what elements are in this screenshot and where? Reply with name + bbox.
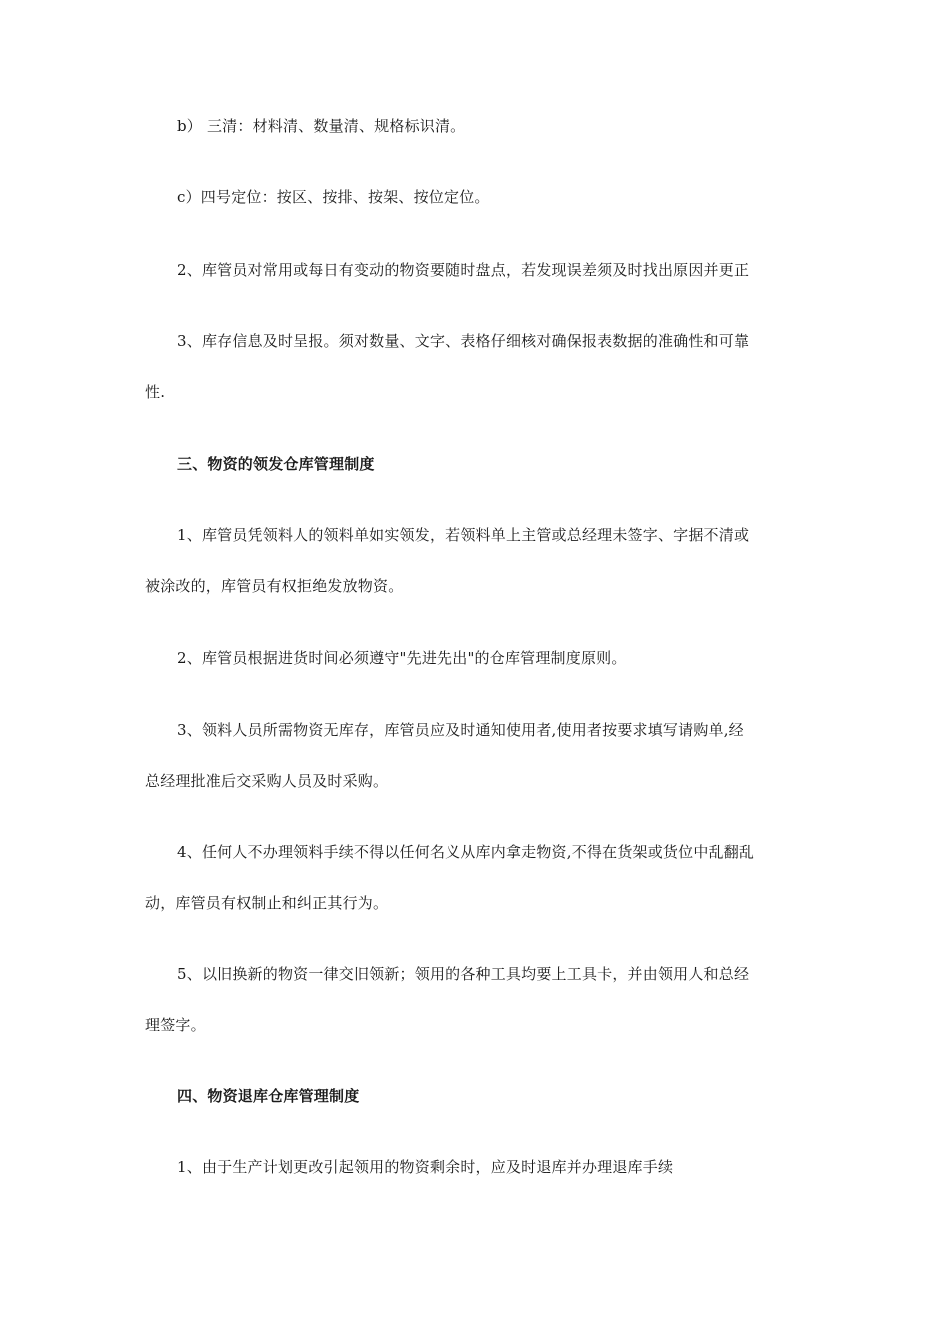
s3-paragraph-5-line-1: 5、以旧换新的物资一律交旧领新；领用的各种工具均要上工具卡，并由领用人和总经: [177, 965, 750, 983]
s3-paragraph-5-line-2: 理签字。: [145, 1016, 206, 1034]
s3-paragraph-4-line-2: 动，库管员有权制止和纠正其行为。: [145, 894, 389, 912]
s3-paragraph-3-line-1: 3、领料人员所需物资无库存，库管员应及时通知使用者,使用者按要求填写请购单,经: [177, 721, 744, 739]
paragraph-3-line-2: 性.: [145, 383, 166, 401]
s3-paragraph-4-line-1: 4、任何人不办理领料手续不得以任何名义从库内拿走物资,不得在货架或货位中乱翻乱: [177, 843, 755, 861]
paragraph-2: 2、库管员对常用或每日有变动的物资要随时盘点，若发现误差须及时找出原因并更正: [177, 261, 750, 279]
s3-paragraph-2: 2、库管员根据进货时间必须遵守"先进先出"的仓库管理制度原则。: [177, 649, 627, 667]
s3-paragraph-1-line-1: 1、库管员凭领料人的领料单如实领发，若领料单上主管或总经理未签字、字据不清或: [177, 526, 750, 544]
list-item-b: b） 三清：材料清、数量清、规格标识清。: [177, 117, 466, 135]
s3-paragraph-3-line-2: 总经理批准后交采购人员及时采购。: [145, 772, 389, 790]
paragraph-3-line-1: 3、库存信息及时呈报。须对数量、文字、表格仔细核对确保报表数据的准确性和可靠: [177, 332, 750, 350]
list-item-c: c）四号定位：按区、按排、按架、按位定位。: [177, 188, 490, 206]
s3-paragraph-1-line-2: 被涂改的，库管员有权拒绝发放物资。: [145, 577, 404, 595]
section-4-heading: 四、物资退库仓库管理制度: [177, 1087, 360, 1105]
section-3-heading: 三、物资的领发仓库管理制度: [177, 455, 375, 473]
s4-paragraph-1: 1、由于生产计划更改引起领用的物资剩余时，应及时退库并办理退库手续: [177, 1158, 674, 1176]
